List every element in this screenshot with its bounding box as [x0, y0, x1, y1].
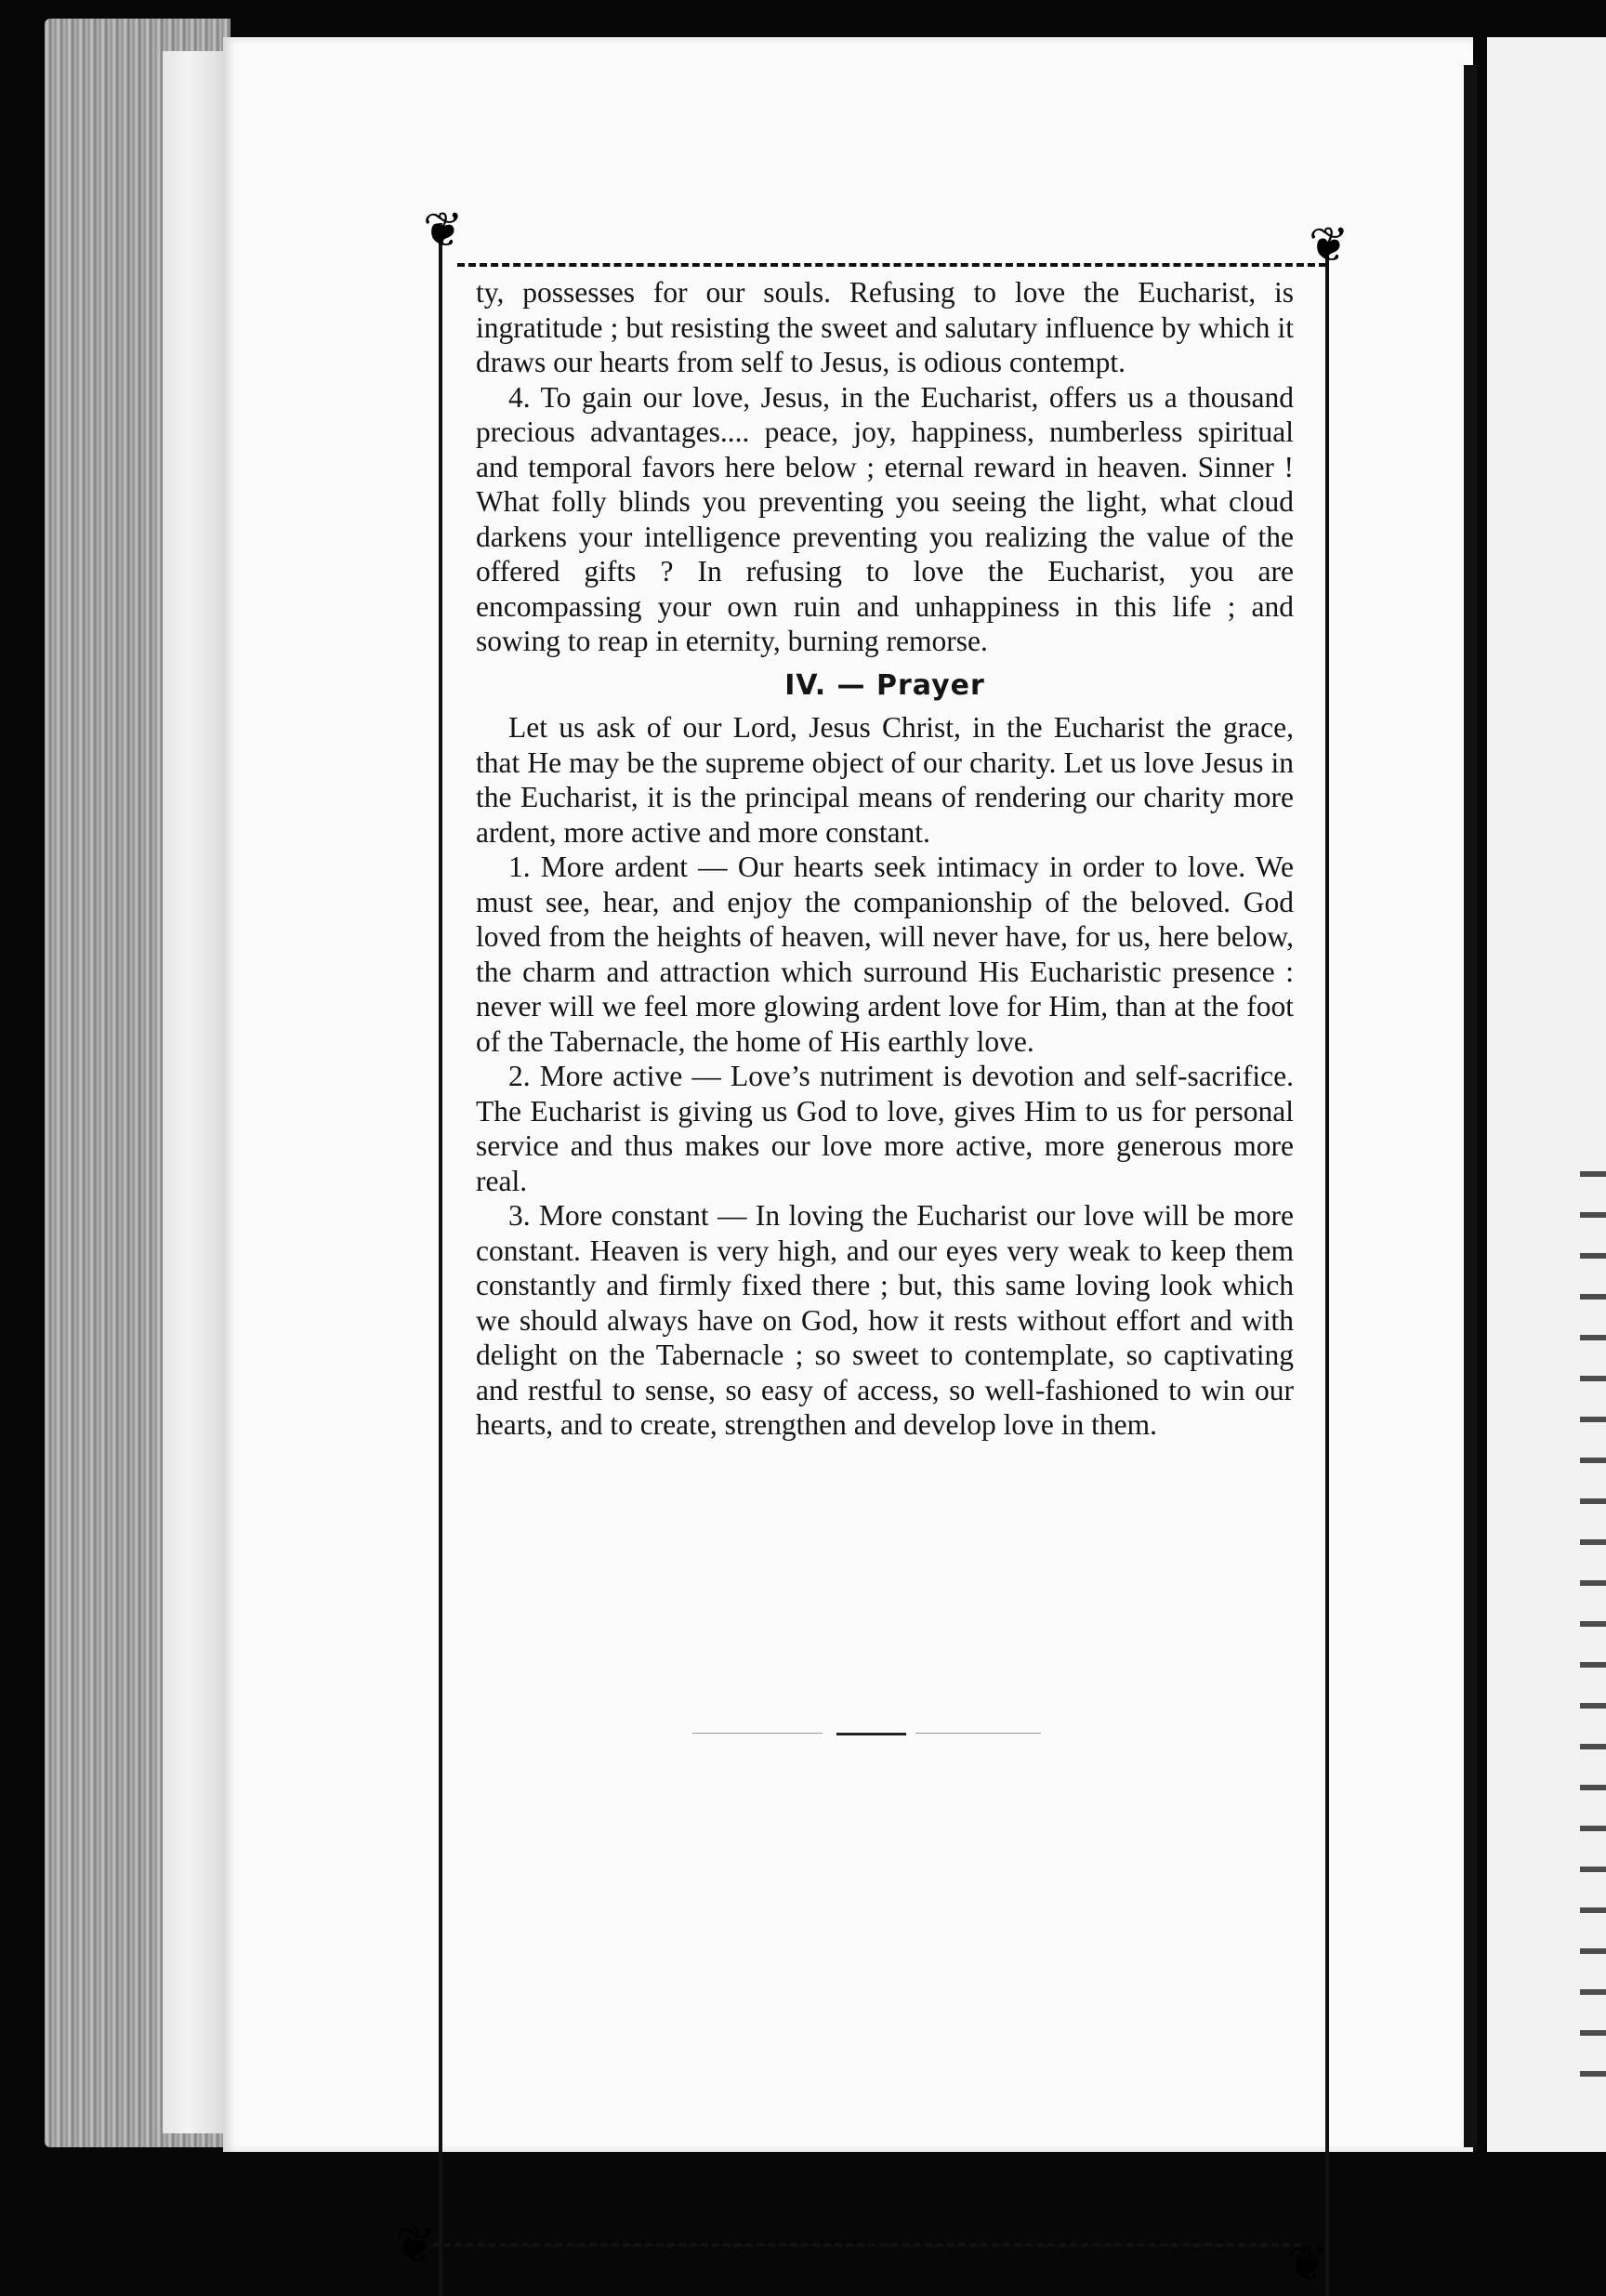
- paragraph-more-ardent: 1. More ardent — Our hearts seek intimacy in order to love. We must see, hear, and enjoy the companionship of the beloved. God loved from the heights of heaven, will never have, for us, here below, the charm and attraction which surround His Eucharistic presence : never will we feel more glowing ardent love for Him, than at the foot of the Tabernacle, the home of His earthly love.: [476, 851, 1294, 1058]
- grape-leaf-ornament-icon: ❦: [395, 2218, 436, 2274]
- paragraph-4: 4. To gain our love, Jesus, in the Eucharist, offers us a thousand precious advantages.... peace, joy, happiness, numberless spiritual and temporal favors here below ; eternal reward in heaven. Sinner ! What folly blinds you preventing you seeing the light, what cloud darkens your intelligence preventing you realizing the value of the offered gifts ? In refusing to love the Eucharist, you are encompassing your own ruin and unhappiness in this life ; and sowing to reap in eternity, burning remorse.: [476, 380, 1294, 657]
- facing-page-border-ornament: [1580, 1171, 1606, 2101]
- book-gutter: [1464, 65, 1477, 2147]
- page-text: [476, 275, 1294, 1443]
- grape-leaf-ornament-icon: ❦: [1287, 2237, 1328, 2292]
- paragraph-more-active: 2. More active — Love’s nutriment is devotion and self-sacrifice. The Eucharist is giving us God to love, gives Him to us for personal service and thus makes our love more active, more generous more real.: [476, 1060, 1294, 1197]
- frame-left-rule: [439, 223, 442, 2296]
- paragraph-more-constant: 3. More constant — In loving the Eucharist our love will be more constant. Heaven is very high, and our eyes very weak to keep them constantly and firmly fixed there ; but, this same loving look which we should always have on God, how it rests without effort and with delight on the Tabernacle ; so sweet to contemplate, so captivating and restful to sense, so easy of access, so well-fashioned to win our hearts, and to create, strengthen and develop love in them.: [476, 1199, 1294, 1441]
- paragraph-continued: ty, possesses for our souls. Refusing to love the Eucharist, is ingratitude ; but resisting the sweet and salutary influence by which it draws our hearts from self to Jesus, is odious contempt.: [476, 276, 1294, 378]
- grape-leaf-ornament-icon: ❦: [1309, 218, 1349, 273]
- paragraph-prayer-intro: Let us ask of our Lord, Jesus Christ, in the Eucharist the grace, that He may be the supreme object of our charity. Let us love Jesus in the Eucharist, it is the principal means of rendering our charity more ardent, more active and more constant.: [476, 711, 1294, 849]
- frame-top-rule: [457, 263, 1326, 267]
- section-end-separator: [692, 1727, 1041, 1740]
- grape-leaf-ornament-icon: ❦: [423, 203, 464, 258]
- frame-bottom-rule: [432, 2243, 1301, 2247]
- frame-right-rule: [1325, 242, 1329, 2296]
- page-edge-inner: [163, 51, 228, 2133]
- section-heading: IV. — Prayer: [784, 668, 985, 702]
